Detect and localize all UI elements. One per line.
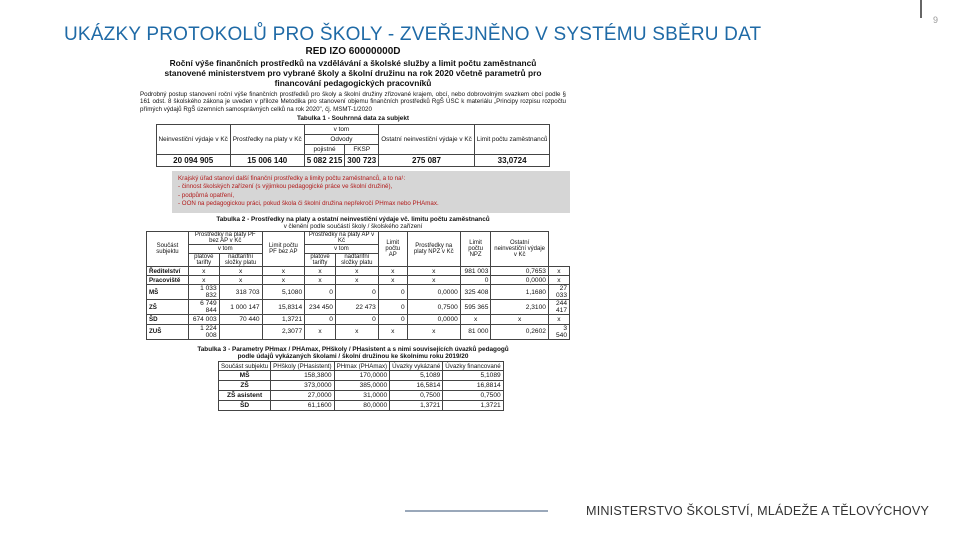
table-cell: 5,1089 [443, 371, 503, 381]
row-label: ŠD [219, 401, 271, 411]
table-cell: 1,3721 [262, 315, 305, 324]
t3-header: Součást subjektu [219, 362, 271, 371]
table-cell: 1,3721 [443, 401, 503, 411]
protocol-document [136, 46, 570, 508]
table-cell: 234 450 [305, 300, 336, 315]
table-cell: x [548, 267, 569, 276]
row-label: ZŠ [219, 381, 271, 391]
table-cell: 27,0000 [271, 391, 334, 401]
table-cell: 2,3077 [262, 324, 305, 339]
table-cell: 674 003 [188, 315, 219, 324]
table-row [147, 276, 570, 285]
t1-header-platy: Prostředky na platy v Kč [230, 124, 304, 154]
table-row [147, 315, 570, 324]
table-cell: 158,3800 [271, 371, 334, 381]
ministry-footer: MINISTERSTVO ŠKOLSTVÍ, MLÁDEŽE A TĚLOVÝCHOVY [586, 504, 930, 518]
table-cell: x [378, 267, 407, 276]
table-cell: 1 224 008 [188, 324, 219, 339]
table-cell: x [335, 324, 378, 339]
row-label: ŠD [147, 315, 189, 324]
row-label: MŠ [147, 285, 189, 300]
t3-header: PHmax (PHAmax) [334, 362, 390, 371]
table-row [147, 267, 570, 276]
table3-subcaption: podle údajů vykázaných školami / školní družinou ke školnímu roku 2019/20 [237, 353, 469, 360]
row-label: Ředitelství [147, 267, 189, 276]
row-label: ZŠ asistent [219, 391, 271, 401]
table-cell: x [335, 276, 378, 285]
table-cell: 2,3100 [491, 300, 549, 315]
table-cell: x [460, 315, 491, 324]
t1-value: 20 094 905 [156, 154, 230, 166]
table-cell: 0 [305, 285, 336, 300]
table-cell: 81 000 [460, 324, 491, 339]
t2-header-limit-npz: Limit počtu NPZ [460, 232, 491, 267]
table-cell: x [305, 276, 336, 285]
table-cell: 244 417 [548, 300, 569, 315]
table1-summary [156, 124, 551, 167]
notice-item: - podpůrná opatření, [178, 191, 235, 199]
table-cell [219, 324, 262, 339]
table-cell: x [548, 315, 569, 324]
table-cell: 80,0000 [334, 401, 390, 411]
t1-header-odvody: Odvody [304, 134, 379, 144]
t1-value: 275 087 [379, 154, 475, 166]
table-cell: x [188, 276, 219, 285]
table-cell: 0 [305, 315, 336, 324]
table1-caption: Tabulka 1 - Souhrnná data za subjekt [296, 115, 410, 123]
t2-header-limit-pf: Limit počtu PF bez AP [262, 232, 305, 267]
t1-header-fksp: FKSP [345, 144, 379, 154]
t3-header: Úvazky financované [443, 362, 503, 371]
table-cell: 15,8314 [262, 300, 305, 315]
table-row [219, 371, 504, 381]
table-cell: 16,5814 [390, 381, 443, 391]
t1-header-ostatni: Ostatní neinvestiční výdaje v Kč [379, 124, 475, 154]
table-cell: 595 365 [460, 300, 491, 315]
table2-caption: Tabulka 2 - Prostředky na platy a ostatní neinvestiční výdaje vč. limitu počtu zaměstnanců [216, 215, 490, 223]
table-cell: x [219, 267, 262, 276]
t1-value: 300 723 [345, 154, 379, 166]
table-cell: x [262, 276, 305, 285]
t1-value: 5 082 215 [304, 154, 345, 166]
table2-subcaption: v členění podle součástí školy / školského zařízení [283, 223, 423, 231]
table-cell: x [407, 267, 460, 276]
table-cell: 0 [335, 285, 378, 300]
table-cell: 1,3721 [390, 401, 443, 411]
t2-header-nadtarif: nadtarifní složky platu [335, 254, 378, 267]
table-cell: 318 703 [219, 285, 262, 300]
table-cell: 61,1600 [271, 401, 334, 411]
t3-header: PHškoly (PHasistent) [271, 362, 334, 371]
t2-header-ostatni: Ostatní neinvestiční výdaje v Kč [491, 232, 549, 267]
table-cell: 0,7653 [491, 267, 549, 276]
row-label: ZŠ [147, 300, 189, 315]
table-cell: 3 540 [548, 324, 569, 339]
table-cell: x [305, 267, 336, 276]
table-cell: 5,1089 [390, 371, 443, 381]
table-row [219, 381, 504, 391]
table-cell: x [219, 276, 262, 285]
notice-item: - činnost školských zařízení (s výjimkou pedagogické práce ve školní družině), [178, 183, 393, 191]
table-cell: 325 408 [460, 285, 491, 300]
table-cell: 0,2602 [491, 324, 549, 339]
t1-value: 33,0724 [474, 154, 550, 166]
table-cell: 27 033 [548, 285, 569, 300]
table-cell: 170,0000 [334, 371, 390, 381]
table-cell: 981 003 [460, 267, 491, 276]
table-row [147, 285, 570, 300]
table-row [147, 324, 570, 339]
table-cell: 0 [378, 315, 407, 324]
table-cell: 0,7500 [407, 300, 460, 315]
table-cell: 31,0000 [334, 391, 390, 401]
doc-heading: Roční výše finančních prostředků na vzdělávání a školské služby a limit počtu zaměstnanců stanovené ministerstvem pro vybrané školy a školní družinu na rok 2020 včetně parametrů pro financování pedagogických pracovníků [164, 58, 542, 88]
t1-value: 15 006 140 [230, 154, 304, 166]
table-cell: 0,7500 [390, 391, 443, 401]
t2-header-vtom: v tom [305, 245, 379, 254]
row-label: Pracoviště [147, 276, 189, 285]
table-cell: x [378, 276, 407, 285]
table-cell: 0 [378, 300, 407, 315]
table3-caption: Tabulka 3 - Parametry PHmax / PHAmax, PHškoly / PHasistent a s nimi souvisejících úvazků pedagogů [197, 345, 509, 353]
t2-header-npz: Prostředky na platy NPZ v Kč [407, 232, 460, 267]
table-row [147, 300, 570, 315]
table-cell: 0,0000 [407, 285, 460, 300]
doc-paragraph: Podrobný postup stanovení roční výše finančních prostředků pro školy a školní družiny zřizované krajem, obcí, nebo dobrovolným svazkem obcí podle § 161 odst. 8 školského zákona je uveden v příloze Metodika pro stanovení objemu finančních prostředků RgŠ ÚSC k materiálu „Principy rozpisu rozpočtu přímých výdajů RgŠ územních samosprávných celků na rok 2020", čj. MSMT-1/2020 [140, 91, 566, 113]
t2-header-nadtarif: nadtarifní složky platu [219, 254, 262, 267]
doc-header: RED IZO 60000000D [305, 46, 401, 57]
row-label: MŠ [219, 371, 271, 381]
t2-header-limit-ap: Limit počtu AP [378, 232, 407, 267]
table-cell: 0 [335, 315, 378, 324]
table-cell: 385,0000 [334, 381, 390, 391]
t2-header-tarify: platové tarifty [305, 254, 336, 267]
t2-header-pf: Prostředky na platy PF bez AP v Kč [188, 232, 262, 245]
table-cell: 6 749 844 [188, 300, 219, 315]
table-cell: x [335, 267, 378, 276]
table-row [219, 391, 504, 401]
table-cell: 1 033 832 [188, 285, 219, 300]
t1-header-neinv: Neinvestiční výdaje v Kč [156, 124, 230, 154]
table-cell: x [188, 267, 219, 276]
table-cell: 0,0000 [491, 276, 549, 285]
table-cell: 0,7500 [443, 391, 503, 401]
notice-box [172, 171, 570, 213]
table-cell: x [548, 276, 569, 285]
table-cell: 16,8814 [443, 381, 503, 391]
table-cell: 0 [460, 276, 491, 285]
table-cell: x [491, 315, 549, 324]
table-cell: 70 440 [219, 315, 262, 324]
notice-item: - OON na pedagogickou práci, pokud škola či školní družina nepřekročí PHmax nebo PHAmax. [178, 200, 439, 208]
table2-components [146, 231, 570, 340]
page-divider [920, 0, 922, 18]
slide-title: UKÁZKY PROTOKOLŮ PRO ŠKOLY - ZVEŘEJNĚNO V SYSTÉMU SBĚRU DAT [64, 24, 762, 45]
t3-header: Úvazky vykázané [390, 362, 443, 371]
table-cell: 5,1080 [262, 285, 305, 300]
table-cell: 0 [378, 285, 407, 300]
t2-header-soucast: Součást subjektu [147, 232, 189, 267]
table-cell: 22 473 [335, 300, 378, 315]
table-cell: 1,1680 [491, 285, 549, 300]
footer-rule [405, 510, 548, 512]
table-cell: x [262, 267, 305, 276]
t1-header-pojistne: pojistné [304, 144, 345, 154]
t2-header-tarify: platové tarifty [188, 254, 219, 267]
table-cell: 1 000 147 [219, 300, 262, 315]
t1-header-vtom: v tom [304, 124, 379, 134]
table3-parameters [218, 361, 504, 411]
table-cell: x [305, 324, 336, 339]
page-number: 9 [933, 15, 939, 25]
notice-intro: Krajský úřad stanoví další finanční prostředky a limity počtu zaměstnanců, a to na¹: [178, 174, 406, 182]
table-cell: x [378, 324, 407, 339]
t2-header-vtom: v tom [188, 245, 262, 254]
t1-header-limit: Limit počtu zaměstnanců [474, 124, 550, 154]
table-cell: 373,0000 [271, 381, 334, 391]
table-cell: 0,0000 [407, 315, 460, 324]
row-label: ZUŠ [147, 324, 189, 339]
table-row [219, 401, 504, 411]
table-cell: x [407, 324, 460, 339]
t2-header-ap: Prostředky na platy AP v Kč [305, 232, 379, 245]
table-cell: x [407, 276, 460, 285]
